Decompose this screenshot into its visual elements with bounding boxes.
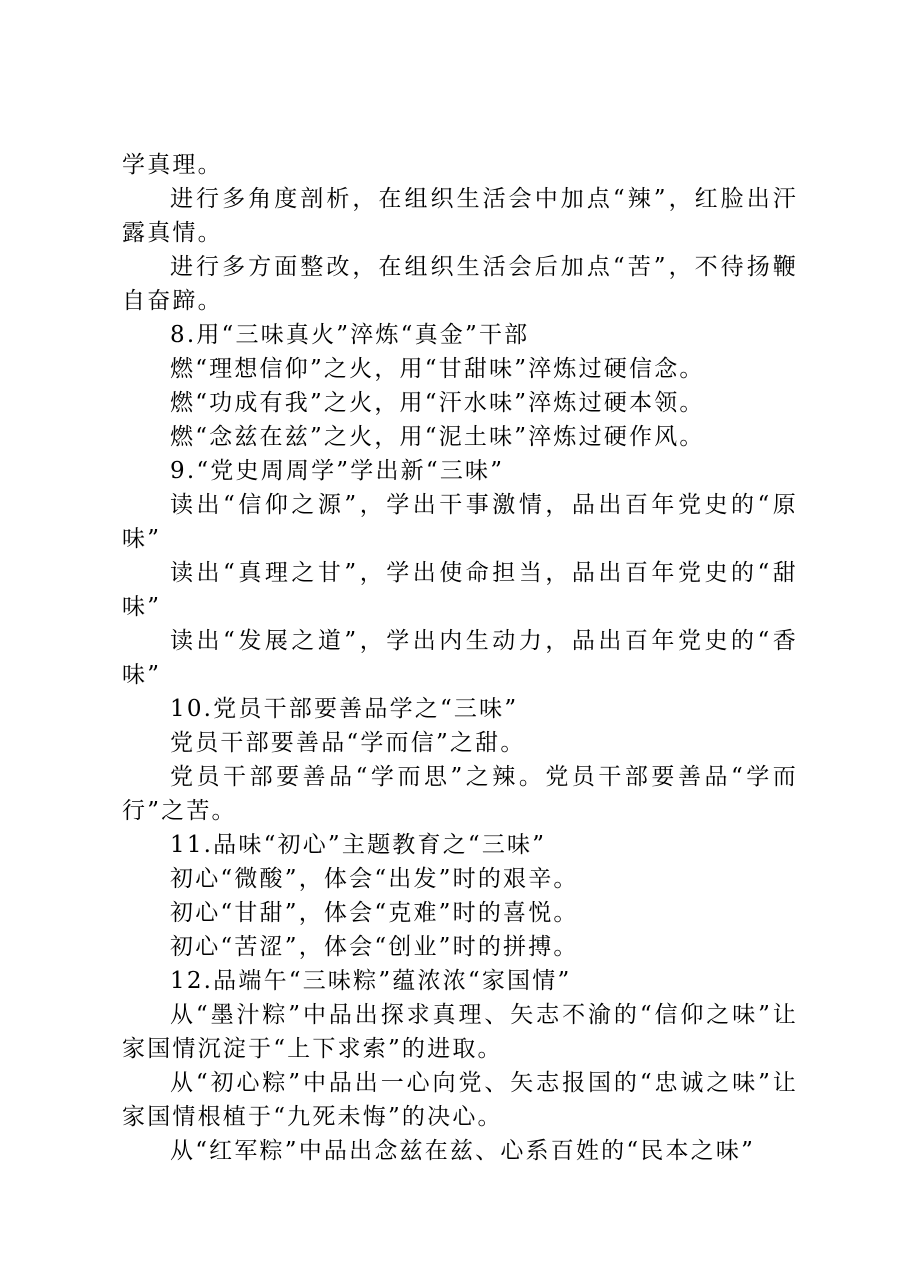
paragraph: 进行多方面整改，在组织生活会后加点“苦”，不待扬鞭自奋蹄。 [122, 254, 798, 314]
document-body [122, 148, 798, 1168]
paragraph: 从“初心粽”中品出一心向党、矢志报国的“忠诚之味”让家国情根植于“九死未悔”的决心。 [122, 1070, 798, 1130]
paragraph: 读出“发展之道”，学出内生动力，品出百年党史的“香味” [122, 628, 798, 688]
paragraph: 初心“微酸”，体会“出发”时的艰辛。 [170, 866, 579, 892]
paragraph: 读出“真理之甘”，学出使命担当，品出百年党史的“甜味” [122, 560, 798, 620]
paragraph: 燃“功成有我”之火，用“汗水味”淬炼过硬本领。 [170, 390, 705, 416]
section-heading: 11.品味“初心”主题教育之“三味” [170, 832, 547, 858]
paragraph: 进行多角度剖析，在组织生活会中加点“辣”，红脸出汗露真情。 [122, 186, 798, 246]
paragraph: 党员干部要善品“学而思”之辣。党员干部要善品“学而行”之苦。 [122, 764, 798, 824]
paragraph: 从“红军粽”中品出念兹在兹、心系百姓的“民本之味” [170, 1138, 756, 1164]
paragraph: 燃“理想信仰”之火，用“甘甜味”淬炼过硬信念。 [170, 356, 705, 382]
paragraph: 读出“信仰之源”，学出干事激情，品出百年党史的“原味” [122, 492, 798, 552]
paragraph: 初心“甘甜”，体会“克难”时的喜悦。 [170, 900, 579, 926]
paragraph: 初心“苦涩”，体会“创业”时的拼搏。 [170, 934, 579, 960]
section-heading: 10.党员干部要善品学之“三味” [170, 696, 519, 722]
paragraph: 党员干部要善品“学而信”之甜。 [170, 730, 526, 756]
paragraph-continuation: 学真理。 [122, 152, 223, 178]
section-heading: 8.用“三味真火”淬炼“真金”干部 [170, 322, 530, 348]
paragraph: 从“墨汁粽”中品出探求真理、矢志不渝的“信仰之味”让家国情沉淀于“上下求索”的进取。 [122, 1002, 798, 1062]
section-heading: 9.“党史周周学”学出新“三味” [170, 458, 505, 484]
paragraph: 燃“念兹在兹”之火，用“泥土味”淬炼过硬作风。 [170, 424, 705, 450]
section-heading: 12.品端午“三味粽”蕴浓浓“家国情” [170, 968, 572, 994]
